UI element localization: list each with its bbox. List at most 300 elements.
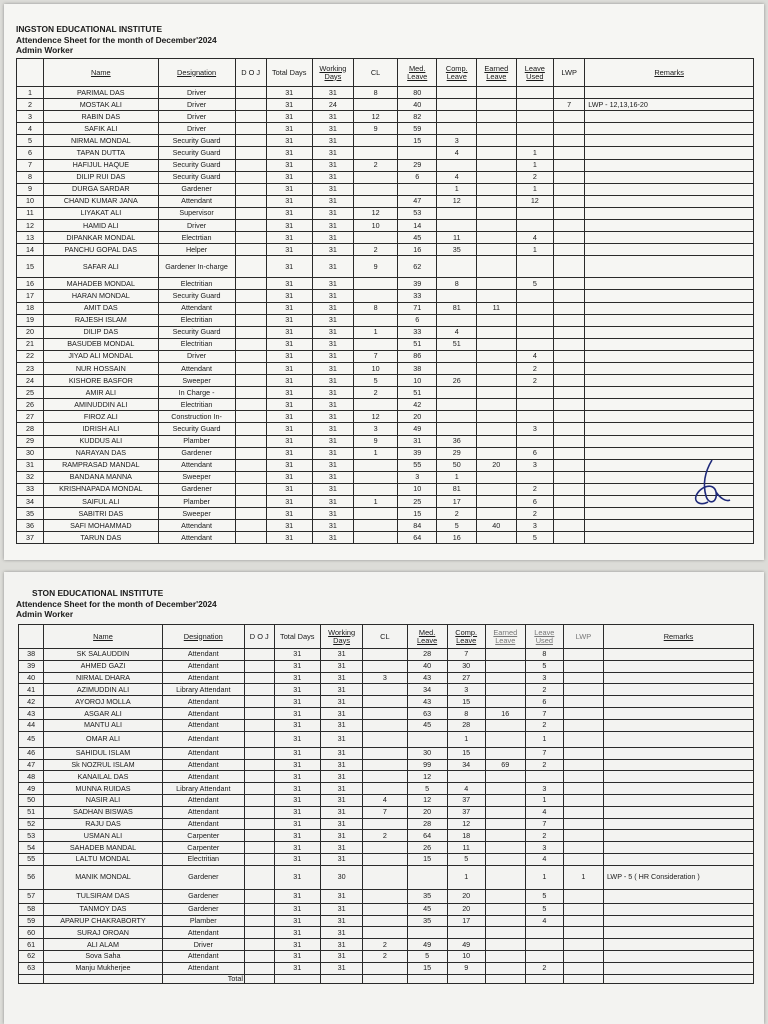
cell-earned-leave <box>477 159 517 171</box>
cell-name: MAHADEB MONDAL <box>44 278 159 290</box>
cell-cl <box>363 708 407 720</box>
table-row <box>19 927 754 939</box>
cell-total-days: 31 <box>274 915 320 927</box>
cell-sl-no: 53 <box>19 830 44 842</box>
cell-cl <box>363 783 407 795</box>
cell-leave-used: 3 <box>516 423 553 435</box>
cell-name: IDRISH ALI <box>44 423 159 435</box>
cell-total-days: 31 <box>274 719 320 731</box>
cell-cl: 10 <box>354 220 398 232</box>
cell-doj <box>235 314 266 326</box>
cell-doj <box>235 375 266 387</box>
cell-earned-leave <box>485 818 525 830</box>
cell-cl: 9 <box>354 256 398 278</box>
cell-total-days: 31 <box>266 159 312 171</box>
cell-sl-no: 58 <box>19 903 44 915</box>
cell-earned-leave <box>477 496 517 508</box>
cell-doj <box>235 302 266 314</box>
cell-name: USMAN ALI <box>44 830 162 842</box>
cell-total-days: 31 <box>274 939 320 951</box>
cell-med-leave: 55 <box>397 459 437 471</box>
cell-comp-leave <box>437 159 477 171</box>
cell-earned-leave <box>477 183 517 195</box>
cell-leave-used: 6 <box>525 696 563 708</box>
cell-earned-leave <box>477 483 517 495</box>
cell-doj <box>235 483 266 495</box>
cell-sl-no: 2 <box>17 99 44 111</box>
cell-sl-no: 5 <box>17 135 44 147</box>
cell-designation: Gardener <box>158 447 235 459</box>
cell-sl-no: 23 <box>17 362 44 374</box>
cell-designation: Electritian <box>158 278 235 290</box>
cell-med-leave: 15 <box>397 135 437 147</box>
cell-earned-leave: 20 <box>477 459 517 471</box>
cell-earned-leave <box>477 411 517 423</box>
cell-med-leave: 51 <box>397 387 437 399</box>
cell-name: SAFIK ALI <box>44 123 159 135</box>
cell-comp-leave: 29 <box>437 447 477 459</box>
cell-lwp <box>563 660 603 672</box>
cell-remarks <box>603 927 753 939</box>
cell-leave-used <box>525 939 563 951</box>
cell-earned-leave <box>477 220 517 232</box>
cell-sl-no: 14 <box>17 244 44 256</box>
table-row <box>19 708 754 720</box>
cell-doj <box>244 842 274 854</box>
cell-working-days: 31 <box>312 375 354 387</box>
cell-remarks <box>585 290 754 302</box>
table-row <box>17 314 754 326</box>
header-working-days: Working Days <box>320 625 362 649</box>
cell-lwp <box>554 302 585 314</box>
cell-total-days: 31 <box>274 684 320 696</box>
cell-doj <box>244 950 274 962</box>
table-row <box>17 220 754 232</box>
cell-leave-used <box>516 326 553 338</box>
cell-leave-used <box>516 123 553 135</box>
cell-earned-leave <box>477 244 517 256</box>
cell-name: KISHORE BASFOR <box>44 375 159 387</box>
cell-leave-used: 2 <box>516 508 553 520</box>
cell-doj <box>244 747 274 759</box>
cell-remarks: LWP - 12,13,16-20 <box>585 99 754 111</box>
cell-earned-leave <box>477 111 517 123</box>
header-total-days: Total Days <box>274 625 320 649</box>
cell-sl-no: 39 <box>19 660 44 672</box>
cell-cl <box>354 520 398 532</box>
cell-name: APARUP CHAKRABORTY <box>44 915 162 927</box>
cell-leave-used: 1 <box>525 794 563 806</box>
cell-doj <box>235 207 266 219</box>
cell-lwp <box>554 532 585 544</box>
cell-total-days: 31 <box>266 447 312 459</box>
cell-lwp: 1 <box>563 865 603 889</box>
cell-doj <box>244 889 274 903</box>
total-cell-earned-leave <box>485 974 525 983</box>
cell-leave-used: 4 <box>525 853 563 865</box>
cell-earned-leave <box>485 830 525 842</box>
cell-leave-used <box>516 207 553 219</box>
cell-name: HARAN MONDAL <box>44 290 159 302</box>
header-name: Name <box>44 59 159 87</box>
cell-doj <box>244 684 274 696</box>
cell-med-leave: 71 <box>397 302 437 314</box>
cell-sl-no: 6 <box>17 147 44 159</box>
cell-doj <box>244 806 274 818</box>
cell-leave-used: 2 <box>516 483 553 495</box>
cell-med-leave: 26 <box>407 842 447 854</box>
cell-comp-leave: 81 <box>437 302 477 314</box>
cell-earned-leave <box>485 915 525 927</box>
cell-remarks <box>603 830 753 842</box>
table-row <box>17 520 754 532</box>
cell-name: SADHAN BISWAS <box>44 806 162 818</box>
cell-doj <box>244 962 274 974</box>
sheet-title: Attendence Sheet for the month of December'2024 <box>16 598 217 609</box>
sheet-header <box>16 588 217 620</box>
cell-working-days: 31 <box>312 87 354 99</box>
cell-remarks <box>585 183 754 195</box>
cell-comp-leave: 16 <box>437 532 477 544</box>
cell-working-days: 31 <box>312 350 354 362</box>
cell-med-leave: 99 <box>407 759 447 771</box>
cell-working-days: 31 <box>320 660 362 672</box>
cell-comp-leave: 49 <box>447 939 485 951</box>
cell-comp-leave: 3 <box>437 135 477 147</box>
cell-sl-no: 36 <box>17 520 44 532</box>
cell-name: NASIR ALI <box>44 794 162 806</box>
cell-leave-used: 2 <box>525 830 563 842</box>
table-row <box>17 147 754 159</box>
cell-earned-leave <box>477 232 517 244</box>
table-row <box>17 326 754 338</box>
cell-sl-no: 54 <box>19 842 44 854</box>
total-cell-sl-no <box>19 974 44 983</box>
cell-total-days: 31 <box>274 962 320 974</box>
cell-lwp <box>554 483 585 495</box>
cell-comp-leave: 1 <box>447 731 485 747</box>
cell-working-days: 31 <box>320 915 362 927</box>
cell-designation: Plamber <box>162 915 244 927</box>
cell-med-leave: 45 <box>407 903 447 915</box>
cell-remarks <box>603 649 753 661</box>
table-row <box>19 818 754 830</box>
table-row <box>17 183 754 195</box>
cell-earned-leave <box>477 471 517 483</box>
cell-comp-leave <box>437 399 477 411</box>
table-row <box>19 660 754 672</box>
header-med-leave: Med. Leave <box>397 59 437 87</box>
cell-total-days: 31 <box>274 649 320 661</box>
cell-designation: Security Guard <box>158 135 235 147</box>
cell-comp-leave: 5 <box>447 853 485 865</box>
cell-med-leave: 28 <box>407 649 447 661</box>
cell-comp-leave: 20 <box>447 903 485 915</box>
cell-cl <box>363 915 407 927</box>
cell-sl-no: 28 <box>17 423 44 435</box>
cell-remarks <box>585 399 754 411</box>
cell-name: MUNNA RUIDAS <box>44 783 162 795</box>
cell-working-days: 31 <box>320 818 362 830</box>
cell-working-days: 31 <box>320 962 362 974</box>
cell-remarks <box>603 783 753 795</box>
cell-designation: Gardener <box>162 903 244 915</box>
cell-total-days: 31 <box>266 135 312 147</box>
table-row <box>19 842 754 854</box>
cell-designation: Carpenter <box>162 842 244 854</box>
cell-comp-leave: 35 <box>437 244 477 256</box>
table-body <box>17 87 754 544</box>
cell-leave-used: 2 <box>525 759 563 771</box>
cell-doj <box>244 771 274 783</box>
cell-med-leave: 34 <box>407 684 447 696</box>
cell-designation: Attendant <box>158 532 235 544</box>
cell-doj <box>235 195 266 207</box>
cell-total-days: 31 <box>266 338 312 350</box>
cell-working-days: 31 <box>312 387 354 399</box>
cell-comp-leave: 51 <box>437 338 477 350</box>
cell-med-leave <box>397 183 437 195</box>
total-cell-med-leave <box>407 974 447 983</box>
cell-designation: Security Guard <box>158 171 235 183</box>
cell-comp-leave: 36 <box>437 435 477 447</box>
cell-cl <box>363 842 407 854</box>
table-row <box>19 719 754 731</box>
cell-designation: Gardener <box>162 865 244 889</box>
cell-lwp <box>563 672 603 684</box>
cell-comp-leave: 81 <box>437 483 477 495</box>
cell-sl-no: 35 <box>17 508 44 520</box>
cell-remarks <box>585 256 754 278</box>
cell-remarks <box>603 696 753 708</box>
attendance-table <box>16 58 754 544</box>
cell-working-days: 31 <box>312 496 354 508</box>
cell-cl <box>363 889 407 903</box>
header-designation: Designation <box>158 59 235 87</box>
cell-working-days: 31 <box>320 696 362 708</box>
cell-sl-no: 40 <box>19 672 44 684</box>
cell-cl <box>354 471 398 483</box>
cell-cl: 8 <box>354 302 398 314</box>
cell-total-days: 31 <box>266 256 312 278</box>
cell-total-days: 31 <box>274 660 320 672</box>
table-row <box>17 99 754 111</box>
total-cell-total-days <box>274 974 320 983</box>
cell-total-days: 31 <box>274 696 320 708</box>
cell-earned-leave <box>477 362 517 374</box>
cell-leave-used: 7 <box>525 818 563 830</box>
cell-cl <box>354 195 398 207</box>
cell-cl <box>363 903 407 915</box>
cell-cl <box>354 232 398 244</box>
cell-designation: Attendant <box>162 927 244 939</box>
cell-name: LIYAKAT ALI <box>44 207 159 219</box>
cell-lwp <box>554 435 585 447</box>
total-cell-doj <box>244 974 274 983</box>
cell-sl-no: 26 <box>17 399 44 411</box>
cell-name: TAPAN DUTTA <box>44 147 159 159</box>
cell-total-days: 31 <box>274 853 320 865</box>
cell-comp-leave: 15 <box>447 747 485 759</box>
cell-med-leave: 25 <box>397 496 437 508</box>
cell-lwp <box>563 684 603 696</box>
cell-comp-leave: 18 <box>447 830 485 842</box>
cell-earned-leave <box>477 508 517 520</box>
cell-earned-leave <box>485 771 525 783</box>
cell-total-days: 31 <box>266 232 312 244</box>
cell-leave-used <box>516 220 553 232</box>
cell-leave-used: 2 <box>525 719 563 731</box>
cell-remarks <box>603 950 753 962</box>
cell-earned-leave <box>485 649 525 661</box>
cell-remarks <box>585 278 754 290</box>
cell-designation: Attendant <box>162 719 244 731</box>
cell-total-days: 31 <box>266 87 312 99</box>
cell-doj <box>244 915 274 927</box>
cell-earned-leave <box>477 207 517 219</box>
cell-comp-leave: 28 <box>447 719 485 731</box>
cell-doj <box>235 471 266 483</box>
cell-comp-leave: 4 <box>447 783 485 795</box>
cell-earned-leave <box>477 278 517 290</box>
cell-doj <box>244 696 274 708</box>
cell-med-leave: 31 <box>397 435 437 447</box>
cell-leave-used <box>516 87 553 99</box>
cell-sl-no: 29 <box>17 435 44 447</box>
cell-remarks <box>603 672 753 684</box>
cell-doj <box>235 350 266 362</box>
table-row <box>17 207 754 219</box>
table-row <box>17 290 754 302</box>
cell-total-days: 31 <box>266 111 312 123</box>
cell-leave-used <box>516 435 553 447</box>
cell-total-days: 31 <box>266 195 312 207</box>
cell-name: MANIK MONDAL <box>44 865 162 889</box>
cell-doj <box>235 338 266 350</box>
worker-type: Admin Worker <box>16 45 74 56</box>
cell-leave-used: 6 <box>516 447 553 459</box>
cell-comp-leave <box>437 111 477 123</box>
header-doj: D O J <box>244 625 274 649</box>
cell-name: AZIMUDDIN ALI <box>44 684 162 696</box>
cell-working-days: 31 <box>312 483 354 495</box>
cell-working-days: 31 <box>312 411 354 423</box>
cell-cl <box>354 459 398 471</box>
cell-leave-used: 1 <box>516 159 553 171</box>
cell-name: AYOROJ MOLLA <box>44 696 162 708</box>
cell-remarks <box>585 207 754 219</box>
cell-working-days: 31 <box>312 362 354 374</box>
cell-working-days: 24 <box>312 99 354 111</box>
cell-name: DILIP DAS <box>44 326 159 338</box>
cell-comp-leave: 37 <box>447 794 485 806</box>
cell-name: AMIT DAS <box>44 302 159 314</box>
cell-total-days: 31 <box>266 508 312 520</box>
cell-leave-used <box>516 256 553 278</box>
cell-cl <box>354 290 398 302</box>
cell-name: SAHADEB MANDAL <box>44 842 162 854</box>
cell-working-days: 31 <box>320 719 362 731</box>
header-designation: Designation <box>162 625 244 649</box>
cell-leave-used: 5 <box>525 903 563 915</box>
cell-name: BASUDEB MONDAL <box>44 338 159 350</box>
cell-name: LALTU MONDAL <box>44 853 162 865</box>
table-row <box>19 794 754 806</box>
cell-sl-no: 59 <box>19 915 44 927</box>
cell-doj <box>244 731 274 747</box>
cell-leave-used: 1 <box>516 147 553 159</box>
cell-comp-leave: 1 <box>437 471 477 483</box>
cell-comp-leave: 8 <box>437 278 477 290</box>
cell-total-days: 31 <box>266 387 312 399</box>
cell-name: SAFAR ALI <box>44 256 159 278</box>
cell-name: TANMOY DAS <box>44 903 162 915</box>
cell-doj <box>235 362 266 374</box>
cell-cl <box>363 927 407 939</box>
cell-cl <box>354 508 398 520</box>
cell-earned-leave <box>485 842 525 854</box>
cell-name: NARAYAN DAS <box>44 447 159 459</box>
cell-total-days: 31 <box>266 362 312 374</box>
cell-leave-used: 3 <box>525 842 563 854</box>
cell-working-days: 31 <box>320 927 362 939</box>
cell-lwp <box>554 290 585 302</box>
cell-cl <box>354 278 398 290</box>
cell-leave-used: 1 <box>525 865 563 889</box>
cell-comp-leave <box>437 387 477 399</box>
header-name: Name <box>44 625 162 649</box>
cell-total-days: 31 <box>274 747 320 759</box>
cell-remarks <box>585 411 754 423</box>
cell-comp-leave: 26 <box>437 375 477 387</box>
cell-cl <box>354 171 398 183</box>
table-row <box>19 684 754 696</box>
cell-total-days: 31 <box>274 865 320 889</box>
cell-comp-leave: 30 <box>447 660 485 672</box>
cell-designation: Attendant <box>162 950 244 962</box>
cell-lwp <box>563 842 603 854</box>
cell-working-days: 31 <box>320 853 362 865</box>
table-row <box>17 111 754 123</box>
cell-working-days: 31 <box>320 950 362 962</box>
cell-leave-used: 2 <box>525 684 563 696</box>
cell-med-leave: 49 <box>407 939 447 951</box>
cell-designation: Attendant <box>162 771 244 783</box>
cell-med-leave: 40 <box>407 660 447 672</box>
cell-name: CHAND KUMAR JANA <box>44 195 159 207</box>
cell-sl-no: 19 <box>17 314 44 326</box>
total-cell-lwp <box>563 974 603 983</box>
header-working-days: Working Days <box>312 59 354 87</box>
cell-sl-no: 22 <box>17 350 44 362</box>
cell-doj <box>235 171 266 183</box>
cell-doj <box>244 708 274 720</box>
cell-cl: 2 <box>354 159 398 171</box>
cell-designation: Attendant <box>162 660 244 672</box>
cell-comp-leave <box>437 207 477 219</box>
attendance-sheet-page-1 <box>4 4 764 560</box>
cell-working-days: 31 <box>312 159 354 171</box>
cell-working-days: 31 <box>320 783 362 795</box>
cell-earned-leave <box>485 731 525 747</box>
cell-comp-leave <box>437 123 477 135</box>
cell-name: SK SALAUDDIN <box>44 649 162 661</box>
cell-working-days: 31 <box>320 649 362 661</box>
cell-total-days: 31 <box>274 708 320 720</box>
cell-cl <box>363 962 407 974</box>
cell-name: DURGA SARDAR <box>44 183 159 195</box>
cell-leave-used <box>516 111 553 123</box>
